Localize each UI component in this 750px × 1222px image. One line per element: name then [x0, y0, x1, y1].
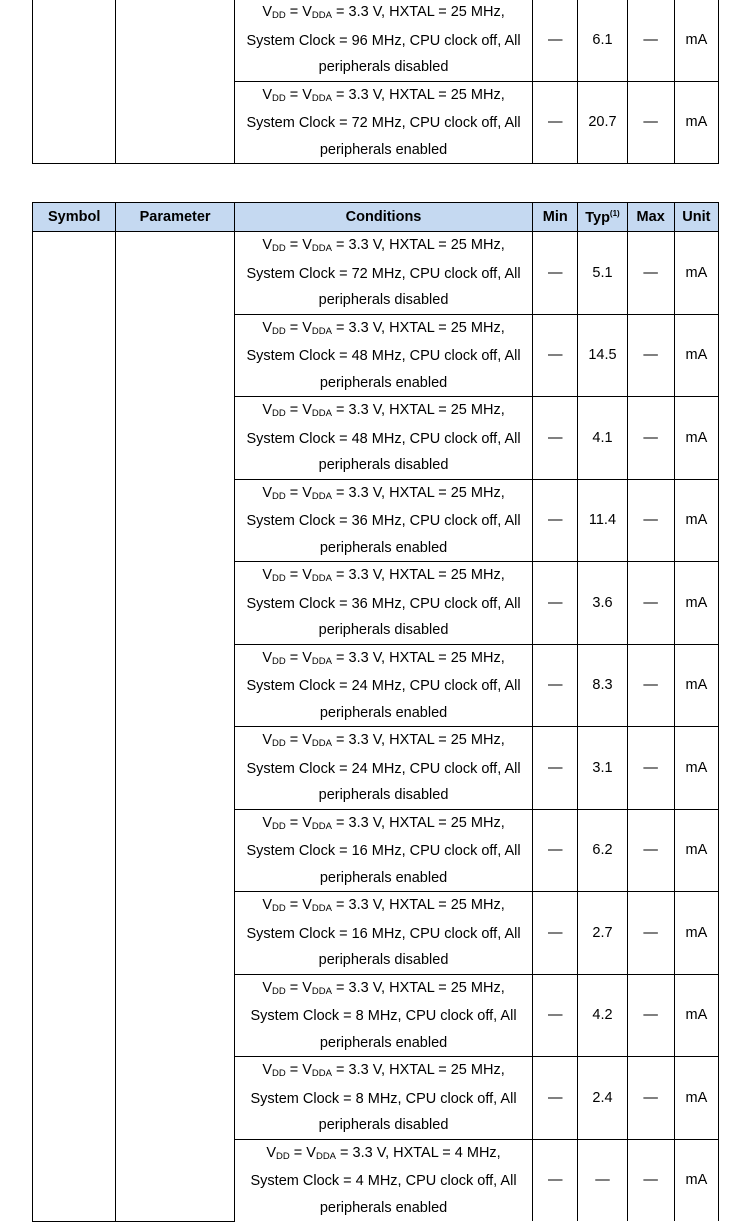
header-row — [33, 203, 719, 232]
condition-line-clock: System Clock = 48 MHz, CPU clock off, All — [246, 348, 521, 364]
condition-line-supply: $V_{DD} = V_{DDA} = 3.3$ V, HXTAL = 25 MHz, — [262, 319, 505, 337]
condition-supply-text: = 3.3 V, HXTAL = 25 MHz, — [331, 484, 505, 501]
min-cell: — — [533, 644, 578, 727]
unit-cell: mA — [674, 479, 718, 562]
condition-line-supply: $V_{DD} = V_{DDA} = 3.3$ V, HXTAL = 25 MHz, — [262, 649, 505, 667]
conditions-cell — [234, 892, 532, 975]
unit-cell: mA — [674, 1139, 718, 1221]
condition-line-supply: $V_{DD} = V_{DDA} = 3.3$ V, HXTAL = 25 MHz, — [262, 4, 505, 21]
table-body — [33, 232, 719, 1222]
conditions-cell — [234, 81, 532, 164]
condition-line-peripherals: peripherals disabled — [318, 952, 449, 968]
conditions-cell — [234, 1057, 532, 1140]
vdd-subscript: DD — [271, 92, 286, 104]
condition-line-supply: $V_{DD} = V_{DDA} = 3.3$ V, HXTAL = 25 MHz, — [262, 484, 505, 502]
typ-cell: 14.5 — [578, 314, 627, 397]
unit-cell: mA — [674, 81, 718, 164]
condition-line-clock: System Clock = 24 MHz, CPU clock off, All — [246, 760, 521, 777]
condition-line-peripherals: peripherals disabled — [318, 622, 449, 638]
typ-cell: 4.2 — [578, 974, 627, 1057]
condition-line-clock: System Clock = 72 MHz, CPU clock off, All — [246, 265, 521, 282]
typ-cell: 4.1 — [578, 397, 627, 480]
condition-line-clock: System Clock = 8 MHz, CPU clock off, All — [250, 1090, 517, 1107]
vdda-subscript: DDA — [311, 10, 332, 21]
vdd-subscript: DD — [271, 903, 286, 914]
vdda-subscript: DDA — [311, 1068, 332, 1079]
condition-supply-text: = 3.3 V, HXTAL = 25 MHz, — [331, 402, 505, 418]
vdd-subscript: DD — [271, 985, 286, 997]
typ-cell: 3.6 — [578, 562, 627, 645]
vdda-subscript: DDA — [315, 1150, 337, 1162]
max-cell: — — [627, 81, 674, 164]
condition-line-peripherals: peripherals enabled — [319, 1199, 448, 1216]
condition-line-supply: $V_{DD} = V_{DDA} = 3.3$ V, HXTAL = 25 MHz, — [262, 567, 505, 584]
condition-line-peripherals: peripherals enabled — [319, 141, 448, 158]
condition-line-supply: $V_{DD} = V_{DDA} = 3.3$ V, HXTAL = 4 MHz, — [266, 1144, 501, 1162]
condition-line-peripherals: peripherals disabled — [318, 787, 449, 803]
max-cell: — — [627, 562, 674, 645]
unit-cell: mA — [674, 0, 718, 81]
vdd-subscript: DD — [271, 243, 286, 254]
max-cell: — — [627, 0, 674, 81]
unit-cell: mA — [674, 232, 718, 315]
condition-supply-text: = 3.3 V, HXTAL = 25 MHz, — [331, 86, 505, 103]
condition-line-peripherals: peripherals enabled — [319, 374, 448, 391]
max-cell: — — [627, 809, 674, 892]
condition-line-supply: $V_{DD} = V_{DDA} = 3.3$ V, HXTAL = 25 MHz, — [262, 237, 505, 254]
symbol-cell — [33, 0, 116, 164]
conditions-cell — [234, 809, 532, 892]
condition-supply-text: = 3.3 V, HXTAL = 25 MHz, — [331, 979, 505, 996]
max-cell: — — [627, 1139, 674, 1221]
vdda-subscript: DDA — [311, 655, 332, 667]
condition-supply-text: = 3.3 V, HXTAL = 25 MHz, — [331, 319, 505, 336]
conditions-cell — [234, 232, 532, 315]
condition-supply-text: = 3.3 V, HXTAL = 25 MHz, — [331, 567, 505, 583]
condition-line-clock: System Clock = 36 MHz, CPU clock off, All — [246, 595, 521, 612]
vdda-subscript: DDA — [311, 408, 332, 419]
vdd-subscript: DD — [271, 820, 286, 832]
min-cell: — — [533, 479, 578, 562]
vdda-subscript: DDA — [311, 985, 332, 997]
min-cell: — — [533, 81, 578, 164]
condition-line-supply: $V_{DD} = V_{DDA} = 3.3$ V, HXTAL = 25 MHz, — [262, 979, 505, 997]
condition-supply-text: = 3.3 V, HXTAL = 25 MHz, — [331, 814, 505, 831]
vdd-subscript: DD — [271, 408, 286, 419]
vdd-subscript: DD — [276, 1150, 290, 1162]
conditions-cell — [234, 314, 532, 397]
unit-cell: mA — [674, 727, 718, 810]
condition-line-peripherals: peripherals enabled — [319, 869, 448, 886]
vdda-subscript: DDA — [311, 325, 332, 337]
min-cell: — — [533, 974, 578, 1057]
typ-cell: — — [578, 1139, 627, 1221]
table-header — [33, 203, 719, 232]
vdd-subscript: DD — [271, 490, 286, 502]
header-typ-footnote: (1) — [609, 208, 620, 218]
min-cell: — — [533, 1057, 578, 1140]
condition-line-clock: System Clock = 72 MHz, CPU clock off, All — [246, 115, 521, 131]
vdda-subscript: DDA — [311, 820, 332, 832]
vdd-subscript: DD — [271, 573, 286, 584]
condition-supply-text: = 3.3 V, HXTAL = 25 MHz, — [331, 1062, 505, 1078]
vdd-subscript: DD — [271, 655, 286, 667]
conditions-cell — [234, 1139, 532, 1221]
parameter-cell — [116, 232, 235, 1222]
condition-supply-text: = 3.3 V, HXTAL = 25 MHz, — [331, 732, 505, 748]
condition-supply-text: = 3.3 V, HXTAL = 25 MHz, — [331, 897, 505, 913]
vdda-subscript: DDA — [311, 92, 332, 104]
spec-table — [32, 202, 719, 1222]
max-cell: — — [627, 232, 674, 315]
vdd-subscript: DD — [271, 10, 286, 21]
symbol-cell — [33, 232, 116, 1222]
header-parameter: Parameter — [116, 203, 235, 232]
condition-line-supply: $V_{DD} = V_{DDA} = 3.3$ V, HXTAL = 25 MHz, — [262, 897, 505, 914]
condition-line-supply: $V_{DD} = V_{DDA} = 3.3$ V, HXTAL = 25 MHz, — [262, 1062, 505, 1079]
condition-line-clock: System Clock = 24 MHz, CPU clock off, All — [246, 678, 521, 694]
header-symbol: Symbol — [33, 203, 116, 232]
typ-cell: 8.3 — [578, 644, 627, 727]
condition-supply-text: = 3.3 V, HXTAL = 25 MHz, — [331, 649, 505, 666]
max-cell: — — [627, 397, 674, 480]
condition-line-clock: System Clock = 36 MHz, CPU clock off, All — [246, 513, 521, 529]
table-body — [33, 0, 719, 164]
unit-cell: mA — [674, 892, 718, 975]
condition-line-clock: System Clock = 16 MHz, CPU clock off, All — [246, 843, 521, 859]
min-cell: — — [533, 892, 578, 975]
conditions-cell — [234, 0, 532, 81]
condition-line-supply: $V_{DD} = V_{DDA} = 3.3$ V, HXTAL = 25 MHz, — [262, 732, 505, 749]
table-row — [33, 232, 719, 315]
condition-line-clock: System Clock = 4 MHz, CPU clock off, All — [250, 1173, 517, 1189]
condition-supply-text: = 3.3 V, HXTAL = 4 MHz, — [336, 1144, 501, 1161]
parameter-cell — [116, 0, 235, 164]
conditions-cell — [234, 397, 532, 480]
condition-line-supply: $V_{DD} = V_{DDA} = 3.3$ V, HXTAL = 25 MHz, — [262, 814, 505, 832]
condition-line-peripherals: peripherals disabled — [318, 1117, 449, 1133]
vdda-subscript: DDA — [311, 903, 332, 914]
vdd-subscript: DD — [271, 325, 286, 337]
typ-cell: 20.7 — [578, 81, 627, 164]
conditions-cell — [234, 644, 532, 727]
header-conditions: Conditions — [234, 203, 532, 232]
unit-cell: mA — [674, 1057, 718, 1140]
condition-line-supply: $V_{DD} = V_{DDA} = 3.3$ V, HXTAL = 25 MHz, — [262, 402, 505, 419]
min-cell: — — [533, 397, 578, 480]
condition-line-peripherals: peripherals enabled — [319, 704, 448, 721]
conditions-cell — [234, 562, 532, 645]
table-row — [33, 0, 719, 81]
vdda-subscript: DDA — [311, 490, 332, 502]
max-cell: — — [627, 974, 674, 1057]
header-min: Min — [533, 203, 578, 232]
min-cell: — — [533, 232, 578, 315]
condition-line-clock: System Clock = 48 MHz, CPU clock off, All — [246, 430, 521, 447]
condition-supply-text: = 3.3 V, HXTAL = 25 MHz, — [331, 4, 505, 20]
typ-cell: 2.4 — [578, 1057, 627, 1140]
max-cell: — — [627, 1057, 674, 1140]
vdd-subscript: DD — [271, 738, 286, 749]
header-typ-label: Typ — [585, 209, 610, 226]
typ-cell: 11.4 — [578, 479, 627, 562]
min-cell: — — [533, 727, 578, 810]
header-max: Max — [627, 203, 674, 232]
min-cell: — — [533, 314, 578, 397]
condition-supply-text: = 3.3 V, HXTAL = 25 MHz, — [331, 237, 505, 253]
typ-cell: 2.7 — [578, 892, 627, 975]
condition-line-peripherals: peripherals enabled — [319, 1034, 448, 1051]
unit-cell: mA — [674, 314, 718, 397]
condition-line-peripherals: peripherals disabled — [318, 59, 449, 75]
condition-line-supply: $V_{DD} = V_{DDA} = 3.3$ V, HXTAL = 25 MHz, — [262, 86, 505, 104]
min-cell: — — [533, 1139, 578, 1221]
min-cell: — — [533, 562, 578, 645]
typ-cell: 5.1 — [578, 232, 627, 315]
max-cell: — — [627, 644, 674, 727]
condition-line-peripherals: peripherals disabled — [318, 292, 449, 308]
vdda-subscript: DDA — [311, 738, 332, 749]
condition-line-peripherals: peripherals enabled — [319, 539, 448, 556]
typ-cell: 6.1 — [578, 0, 627, 81]
conditions-cell — [234, 479, 532, 562]
min-cell: — — [533, 809, 578, 892]
unit-cell: mA — [674, 644, 718, 727]
spec-table-continued — [32, 0, 719, 164]
conditions-cell — [234, 974, 532, 1057]
conditions-cell — [234, 727, 532, 810]
unit-cell: mA — [674, 397, 718, 480]
unit-cell: mA — [674, 562, 718, 645]
max-cell: — — [627, 479, 674, 562]
typ-cell: 6.2 — [578, 809, 627, 892]
unit-cell: mA — [674, 809, 718, 892]
vdda-subscript: DDA — [311, 573, 332, 584]
vdd-subscript: DD — [271, 1068, 286, 1079]
max-cell: — — [627, 727, 674, 810]
min-cell: — — [533, 0, 578, 81]
max-cell: — — [627, 892, 674, 975]
condition-line-peripherals: peripherals disabled — [318, 457, 449, 473]
unit-cell: mA — [674, 974, 718, 1057]
condition-line-clock: System Clock = 8 MHz, CPU clock off, All — [250, 1008, 517, 1024]
max-cell: — — [627, 314, 674, 397]
header-typ — [578, 203, 627, 232]
condition-line-clock: System Clock = 96 MHz, CPU clock off, All — [246, 32, 521, 49]
typ-cell: 3.1 — [578, 727, 627, 810]
header-unit: Unit — [674, 203, 718, 232]
vdda-subscript: DDA — [311, 243, 332, 254]
condition-line-clock: System Clock = 16 MHz, CPU clock off, All — [246, 925, 521, 942]
